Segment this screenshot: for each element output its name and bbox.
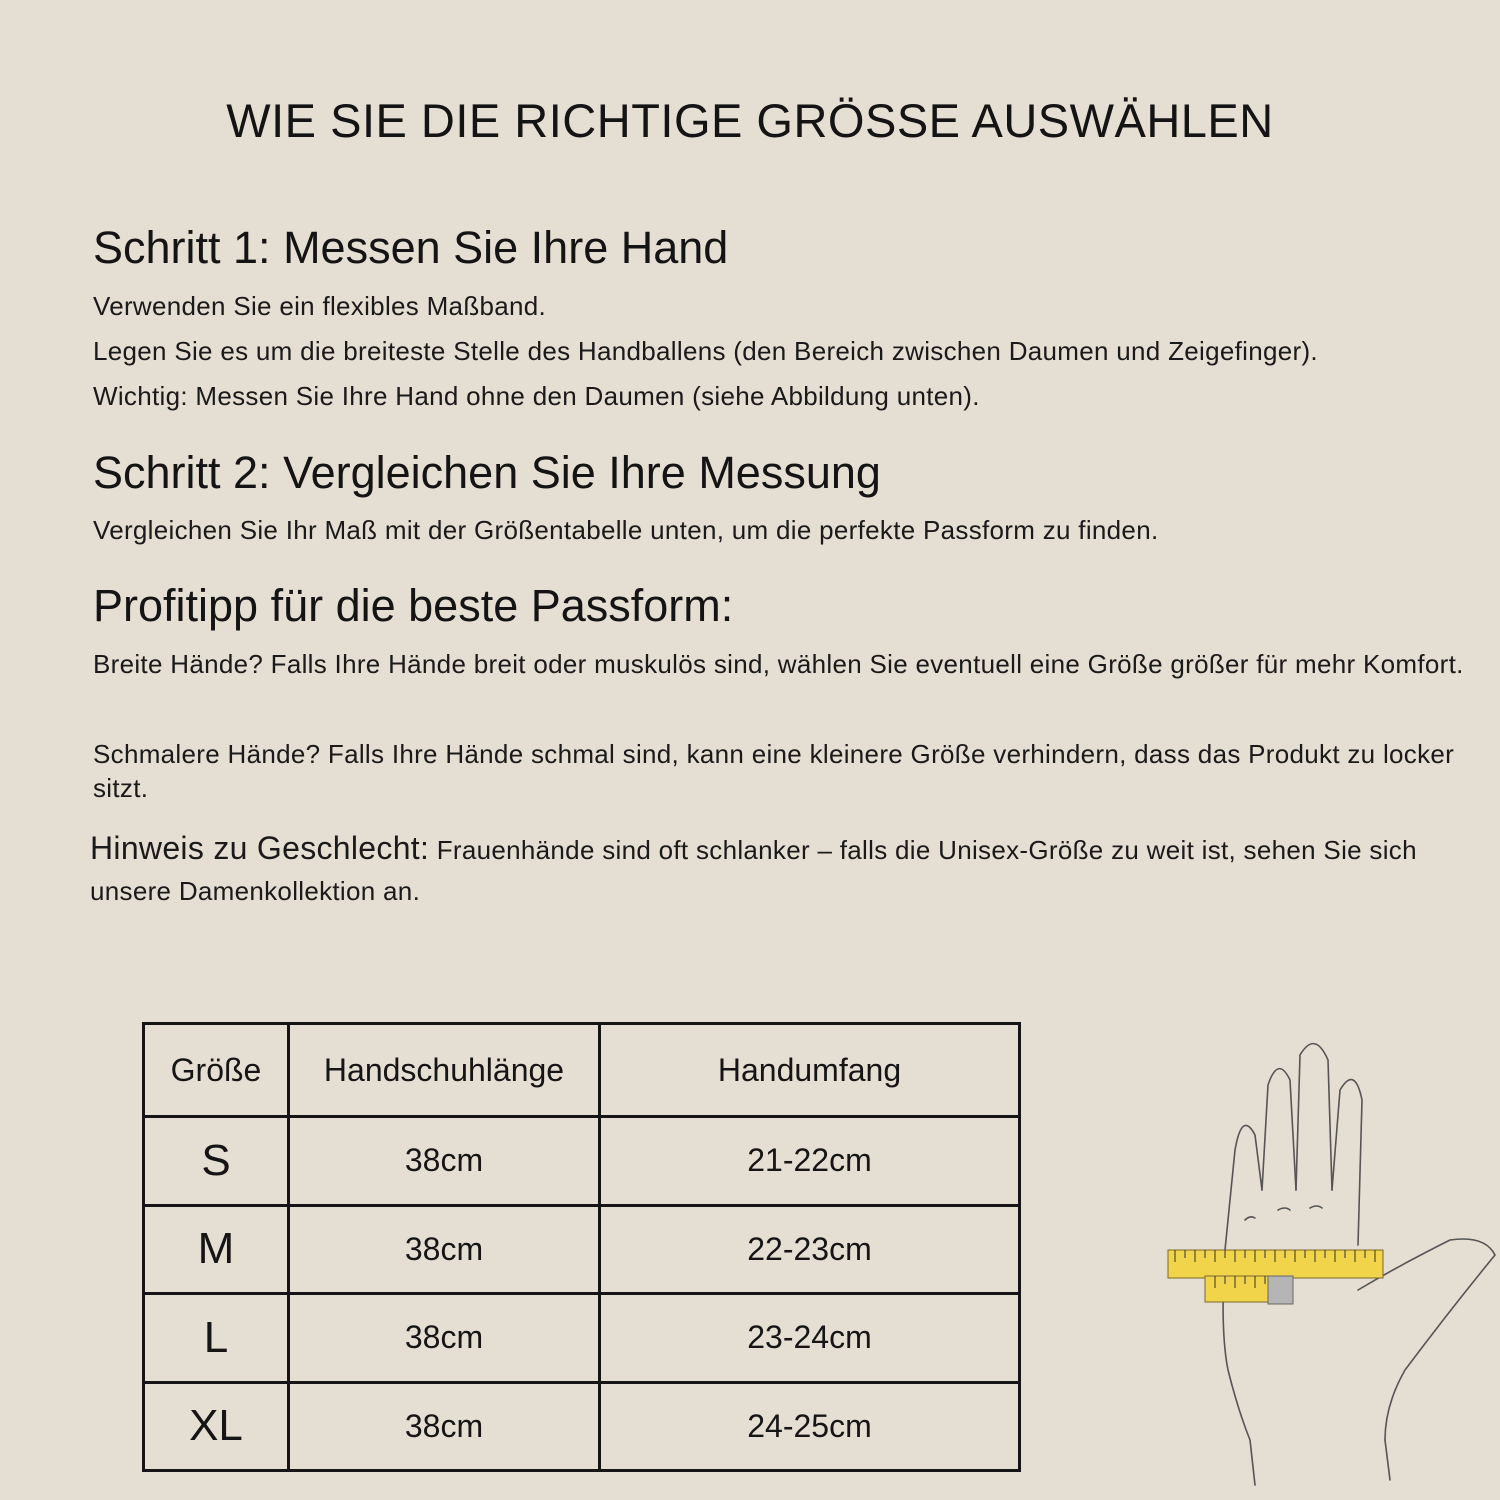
circumference-cell: 21-22cm [600,1117,1020,1206]
gender-note [90,828,1470,912]
hand-measuring-tape-icon [1150,1040,1500,1500]
tip-narrow-hands: Schmalere Hände? Falls Ihre Hände schmal sind, kann eine kleinere Größe verhindern, dass das Produkt zu locker sitzt. [93,739,1455,803]
table-header-row [144,1024,1020,1117]
step1-heading: Schritt 1: Messen Sie Ihre Hand [93,222,729,273]
gender-note-text: Frauenhände sind oft schlanker – falls die Unisex-Größe zu weit ist, sehen Sie sich unsere Damenkollektion an. [90,835,1417,906]
tips-heading: Profitipp für die beste Passform: [93,580,734,631]
step1-line-2: Legen Sie es um die breiteste Stelle des Handballens (den Bereich zwischen Daumen und Zeigefinger). [93,336,1318,366]
circumference-cell: 24-25cm [600,1382,1020,1471]
step2-heading: Schritt 2: Vergleichen Sie Ihre Messung [93,447,881,498]
tip-broad-hands: Breite Hände? Falls Ihre Hände breit oder muskulös sind, wählen Sie eventuell eine Größe größer für mehr Komfort. [93,649,1464,679]
table-row [144,1117,1020,1206]
header-size: Größe [144,1024,289,1117]
gender-note-lead: Hinweis zu Geschlecht: [90,830,430,866]
measuring-tape [1168,1250,1383,1304]
size-cell: S [144,1117,289,1206]
size-table [142,1022,1021,1472]
size-cell: XL [144,1382,289,1471]
table-row [144,1294,1020,1383]
step1-line-1: Verwenden Sie ein flexibles Maßband. [93,291,547,321]
table-row [144,1382,1020,1471]
step2-text: Vergleichen Sie Ihr Maß mit der Größentabelle unten, um die perfekte Passform zu finden. [93,515,1159,545]
step1-line-3: Wichtig: Messen Sie Ihre Hand ohne den Daumen (siehe Abbildung unten). [93,381,980,411]
length-cell: 38cm [289,1382,600,1471]
size-cell: M [144,1205,289,1294]
length-cell: 38cm [289,1117,600,1206]
length-cell: 38cm [289,1294,600,1383]
length-cell: 38cm [289,1205,600,1294]
circumference-cell: 22-23cm [600,1205,1020,1294]
circumference-cell: 23-24cm [600,1294,1020,1383]
size-cell: L [144,1294,289,1383]
header-hand-circumference: Handumfang [600,1024,1020,1117]
page-title: WIE SIE DIE RICHTIGE GRÖSSE AUSWÄHLEN [226,94,1274,147]
table-row [144,1205,1020,1294]
header-glove-length: Handschuhlänge [289,1024,600,1117]
